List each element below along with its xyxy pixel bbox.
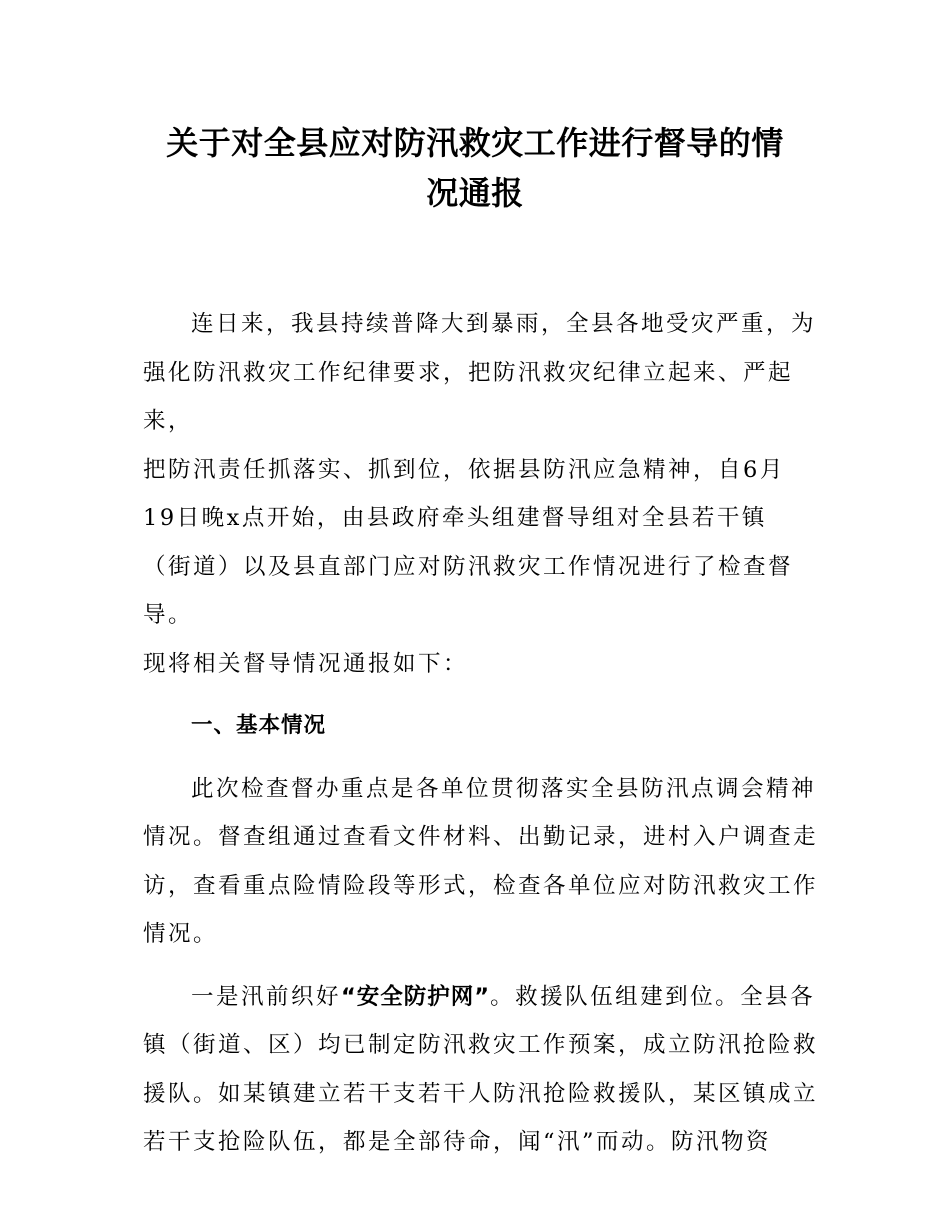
intro-line-4: 19日晚x点开始，由县政府牵头组建督导组对全县若干镇 — [143, 505, 767, 531]
point1-rest: 。救援队伍组建到位。全县各镇（街道、区）均已制定防汛救灾工作预案，成立防汛抢险救援队。如某镇建立若干支若干人防汛抢险救援队，某区镇成立若干支抢险队伍，都是全部待命，闻“汛”而动。防汛物资 — [143, 983, 819, 1155]
title-line-1: 关于对全县应对防汛救灾工作进行督导的情 — [166, 124, 784, 162]
document-title — [110, 118, 840, 218]
document-body — [143, 300, 833, 1167]
intro-line-1: 连日来，我县持续普降大到暴雨，全县各地受灾严重，为 — [191, 311, 817, 337]
intro-line-5: （街道）以及县直部门应对防汛救灾工作情况进行了检查督导。 — [143, 553, 794, 628]
intro-line-2: 强化防汛救灾工作纪律要求，把防汛救灾纪律立起来、严起来， — [143, 359, 794, 434]
title-line-2: 况通报 — [426, 174, 524, 212]
section-heading-basic: 一、基本情况 — [191, 713, 327, 738]
point1-lead: 一是汛前织好 — [191, 983, 342, 1010]
intro-paragraph — [143, 300, 833, 688]
section1-paragraph: 此次检查督办重点是各单位贯彻落实全县防汛点调会精神情况。督查组通过查看文件材料、出勤记录，进村入户调查走访，查看重点险情险段等形式，检查各单位应对防汛救灾工作情况。 — [143, 775, 819, 947]
point1-bold-phrase: “安全防护网” — [341, 983, 491, 1010]
point1-paragraph — [143, 973, 833, 1167]
intro-line-3: 把防汛责任抓落实、抓到位，依据县防汛应急精神，自6月 — [143, 456, 785, 483]
intro-line-6: 现将相关督导情况通报如下： — [143, 650, 469, 677]
